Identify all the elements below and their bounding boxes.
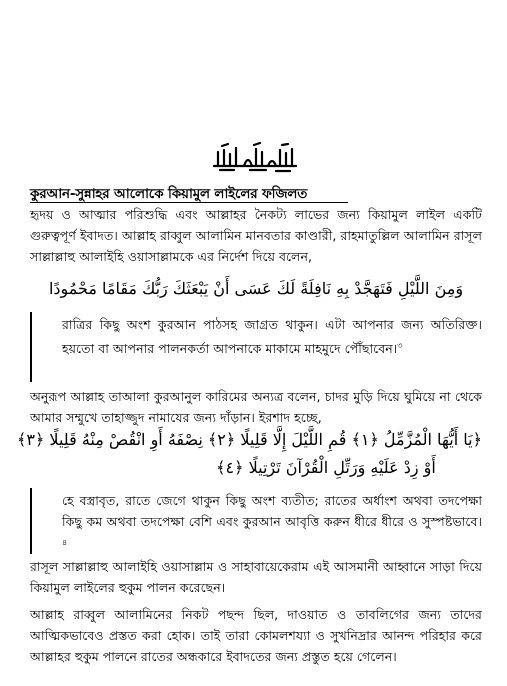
quote-bar-2 bbox=[30, 488, 32, 554]
verse-2-translation-text: হে বস্ত্রাবৃত, রাতে জেগে থাকুন কিছু অংশ ব্যতীত; রাতের অর্ধাংশ অথবা তদপেক্ষা কিছু কম অথবা তদপেক্ষা বেশি এবং কুরআন আবৃত্তি করুন ধীরে ধীরে ও সুস্পষ্টভাবে। bbox=[62, 493, 482, 529]
verse-1-translation bbox=[62, 314, 482, 359]
intro-paragraph: হৃদয় ও আত্মার পরিশুদ্ধি এবং আল্লাহর নৈকট্য লাভের জন্য কিয়ামুল লাইল একটি গুরুত্বপূর্ণ ইবাদত। আল্লাহ রাব্বুল আলামিন মানবতার কাণ্ডারী, রাহমাতুল্লিল আলামিন রাসূল সাল্লাল্লাহু আলাইহি ওয়াসাল্লামকে এর নির্দেশ দিয়ে বলেন, bbox=[30, 207, 482, 264]
second-paragraph: অনুরূপ আল্লাহ তাআলা কুরআনুল কারিমের অন্যত্র বলেন, চাদর মুড়ি দিয়ে ঘুমিয়ে না থেকে আমার সম্মুখে তাহাজ্জুদ নামাযের জন্য দাঁড়ান। ইরশাদ হচ্ছে, bbox=[30, 389, 482, 425]
quran-verse-2-line-1: ﴿يَا أَيُّهَا الْمُزَّمِّلُ ﴿١﴾ قُمِ اللَّيْلَ إِلَّا قَلِيلًا ﴿٢﴾ نِصْفَهُ أَوِ انْقُصْ مِنْهُ قَلِيلًا ﴿٣﴾ bbox=[17, 430, 482, 449]
bismillah-calligraphy bbox=[210, 140, 300, 174]
quran-verse-1: وَمِنَ اللَّيْلِ فَتَهَجَّدْ بِهِ نَافِلَةً لَكَ عَسَى أَنْ يَبْعَثَكَ رَبُّكَ مَقَامًا مَحْمُودًا bbox=[48, 279, 464, 298]
section-heading: কুরআন-সুন্নাহর আলোকে কিয়ামুল লাইলের ফজিলত bbox=[30, 186, 308, 202]
heading-underline bbox=[30, 202, 348, 203]
third-paragraph: রাসূল সাল্লাল্লাহু আলাইহি ওয়াসাল্লাম ও সাহাবায়েকেরাম এই আসমানী আহ্বানে সাড়া দিয়ে কিয়ামুল লাইলের হুকুম পালন করেছেন। bbox=[30, 559, 482, 595]
footnote-ref-1: ৩ bbox=[397, 341, 403, 350]
quote-bar-1 bbox=[30, 312, 32, 382]
quran-verse-2-line-2: أَوْ زِدْ عَلَيْهِ وَرَتِّلِ الْقُرْآنَ تَرْتِيلًا ﴿٤﴾ bbox=[216, 458, 436, 477]
verse-1-translation-text: রাত্রির কিছু অংশ কুরআন পাঠসহ জাগ্রত থাকুন। এটা আপনার জন্য অতিরিক্ত। হয়তো বা আপনার পালনকর্তা আপনাকে মাকামে মাহমুদে পৌঁছাবেন। bbox=[62, 317, 482, 357]
footnote-ref-2: ৪ bbox=[62, 538, 68, 547]
fourth-paragraph: আল্লাহ রাব্বুল আলামিনের নিকট পছন্দ ছিল, দাওয়াত ও তাবলিগের জন্য তাদের আত্মিকভাবেও প্রস্তত করা হোক। তাই তারা কোমলশয্যা ও সুখনিদ্রার আনন্দ পরিহার করে আল্লাহর হুকুম পালনে রাতের অন্ধকারে ইবাদতের জন্য প্রস্তুত হয়ে গেলেন। bbox=[30, 607, 482, 664]
verse-2-translation bbox=[62, 490, 482, 556]
